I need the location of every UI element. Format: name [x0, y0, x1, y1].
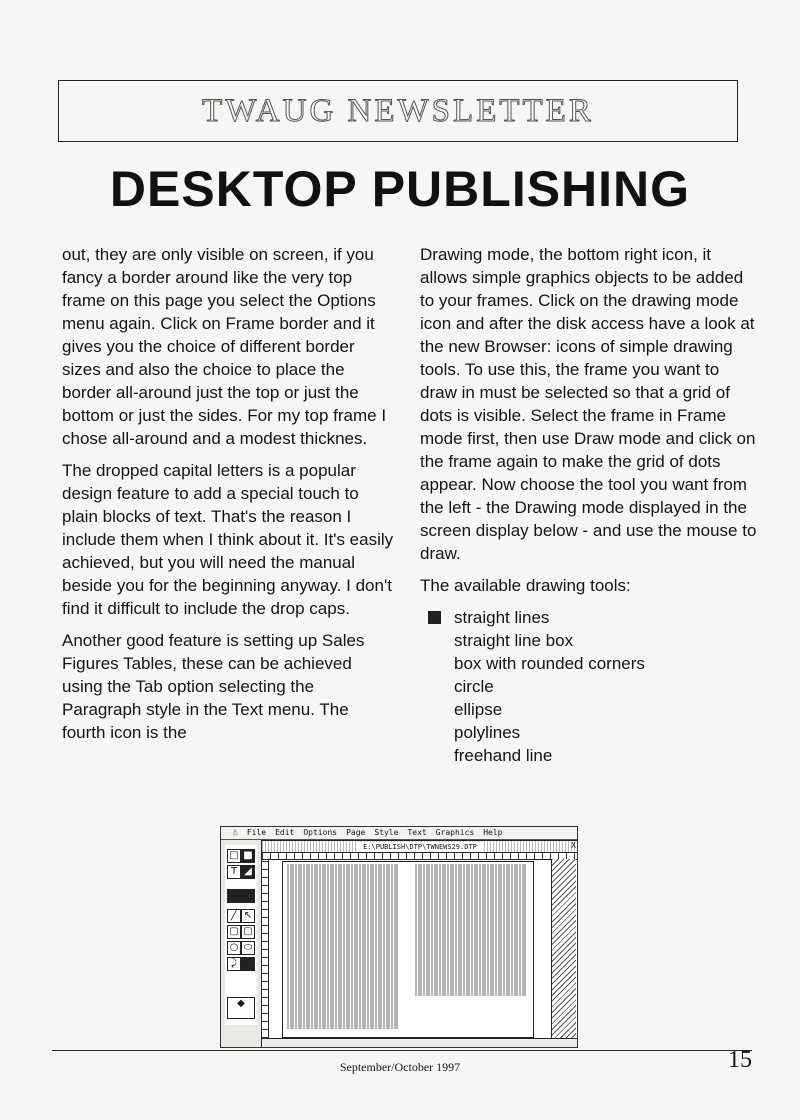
circle-tool-icon: ○ — [227, 941, 241, 955]
window-titlebar — [262, 841, 578, 853]
masthead-frame — [58, 80, 738, 142]
issue-date: September/October 1997 — [339, 1060, 461, 1074]
left-column — [62, 243, 394, 753]
right-paragraph-1: Drawing mode, the bottom right icon, it allows simple graphics objects to be added to your frames. Click on the drawing mode icon and after the disk access have a look at the new Browser: icons of simple drawing tools. To use this, the frame you want to draw in must be selected so that a grid of dots is visible. Select the frame in Frame mode first, then use Draw mode and click on the frame again to make the grid of dots appear. Now choose the tool you want from the left - the Drawing mode displayed in the screen display below - and use the mouse to draw. — [420, 245, 757, 563]
text-mode-icon: T — [227, 865, 241, 879]
tool-item: box with rounded corners — [454, 654, 645, 673]
polyline-tool-icon: ⤸ — [227, 957, 241, 971]
menu-options: Options — [303, 828, 338, 837]
menu-help: Help — [483, 828, 503, 837]
vertical-ruler — [262, 859, 269, 1038]
tool-item: circle — [454, 677, 494, 696]
menu-file: File — [246, 828, 267, 837]
window-close-icon: X — [571, 841, 576, 850]
page-navigator-icon: ◆ — [227, 997, 255, 1019]
ellipse-tool-icon: ⬭ — [241, 941, 255, 955]
menu-edit: Edit — [275, 828, 295, 837]
rounded-box-tool-icon: ▢ — [241, 925, 255, 939]
drawing-tools-list — [420, 606, 760, 767]
left-paragraph-2: The dropped capital letters is a popular design feature to add a special touch to plain blocks of text. That's the reason I include them when I think about it. It's easily achieved, but you will need the manual beside you for the beginning anyway. I don't find it difficult to include the drop caps. — [62, 461, 394, 618]
menu-graphics: Graphics — [435, 828, 475, 837]
atari-logo-icon: ☃ — [233, 828, 238, 837]
page-number: 15 — [728, 1047, 752, 1073]
vertical-scrollbar — [551, 859, 576, 1038]
page-headline: DESKTOP PUBLISHING — [109, 161, 691, 217]
box-tool-icon: ▢ — [227, 925, 241, 939]
left-paragraph-1: out, they are only visible on screen, if you fancy a border around like the very top frame on this page you select the Options menu again. Click on Frame border and it gives you the choice of different border sizes and also the choice to place the border all-around just the top or just the bottom or just the sides. For my top frame I chose all-around and a modest thicknes. — [62, 245, 387, 448]
footer-rule — [52, 1050, 752, 1051]
graphics-mode-icon: ◢ — [241, 865, 255, 879]
menu-bar — [221, 827, 577, 840]
page-preview — [282, 861, 534, 1038]
line-tool-icon: ╱ — [227, 909, 241, 923]
tool-palette — [225, 845, 257, 1025]
menu-style: Style — [374, 828, 399, 837]
tool-item: polylines — [454, 723, 521, 742]
preview-column-left — [287, 864, 399, 1032]
freehand-tool-icon — [241, 957, 255, 971]
menu-page: Page — [346, 828, 366, 837]
document-window — [261, 840, 578, 1048]
tool-item: freehand line — [454, 746, 553, 765]
horizontal-ruler — [262, 853, 578, 860]
right-column — [420, 243, 760, 767]
window-title: E:\PUBLISH\DTP\TWNEWS29.DTP — [358, 842, 482, 852]
preview-column-right — [415, 864, 527, 1032]
tool-separator-icon — [227, 889, 255, 903]
masthead-title: TWAUG NEWSLETTER — [202, 92, 594, 129]
frame-select-icon: ■ — [241, 849, 255, 863]
bullet-square-icon — [428, 611, 441, 624]
pointer-tool-icon: ↖ — [241, 909, 255, 923]
dtp-screen-display — [220, 826, 578, 1048]
left-paragraph-3: Another good feature is setting up Sales Figures Tables, these can be achieved using the Tab option selecting the Paragraph style in the Text menu. The fourth icon is the — [62, 631, 365, 742]
right-paragraph-2: The available drawing tools: — [420, 576, 631, 595]
menu-text: Text — [407, 828, 427, 837]
horizontal-scrollbar — [262, 1038, 578, 1048]
tool-item: ellipse — [454, 700, 503, 719]
frame-mode-icon: □ — [227, 849, 241, 863]
tool-item: straight lines — [454, 608, 550, 627]
tool-item: straight line box — [454, 631, 574, 650]
